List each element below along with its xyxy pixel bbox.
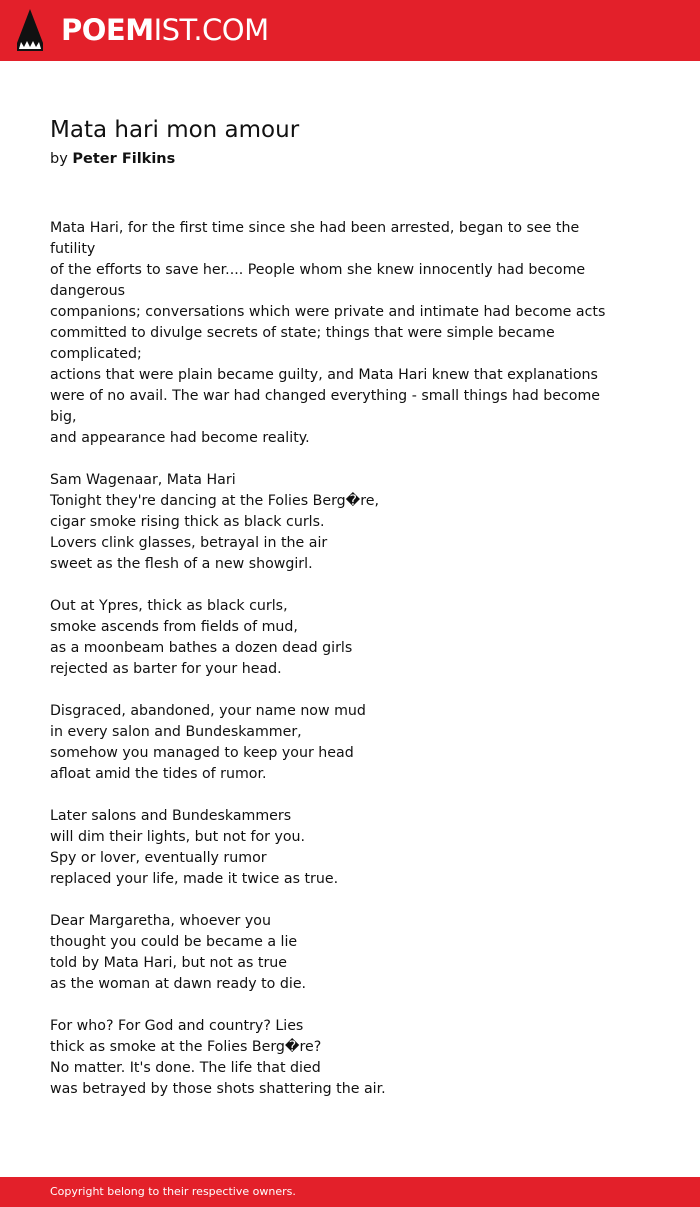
logo-bold-text: POEM — [61, 13, 154, 47]
pen-nib-icon — [17, 9, 43, 51]
poem-line: complicated; — [50, 346, 142, 362]
poem-line: For who? For God and country? Lies — [50, 1018, 304, 1034]
poem-stanza — [50, 218, 606, 449]
logo-light-text: IST.COM — [153, 13, 269, 47]
poem-line: and appearance had become reality. — [50, 430, 310, 446]
poem-author: Peter Filkins — [72, 151, 176, 167]
poem-line: Sam Wagenaar, Mata Hari — [50, 472, 236, 488]
poem-line: Spy or lover, eventually rumor — [50, 850, 267, 866]
poem-line: as the woman at dawn ready to die. — [50, 976, 307, 992]
poem-stanza — [50, 470, 595, 575]
poem-stanza — [50, 596, 595, 680]
by-label: by — [50, 151, 68, 167]
poem-line: smoke ascends from fields of mud, — [50, 619, 298, 635]
poem-stanza — [50, 911, 595, 995]
poem-line: was betrayed by those shots shattering the air. — [50, 1081, 386, 1097]
poem-line: Tonight they're dancing at the Folies Berg�re, — [50, 493, 379, 509]
poem-line: afloat amid the tides of rumor. — [50, 766, 267, 782]
poem-stanza — [50, 806, 595, 890]
poem-line: will dim their lights, but not for you. — [50, 829, 306, 845]
poem-line: were of no avail. The war had changed everything - small things had become — [50, 388, 600, 404]
poem-title: Mata hari mon amour — [50, 117, 300, 143]
poem-line: committed to divulge secrets of state; things that were simple became — [50, 325, 555, 341]
poem-line: Later salons and Bundeskammers — [50, 808, 292, 824]
poem-line: of the efforts to save her.... People whom she knew innocently had become — [50, 262, 586, 278]
poem-line: futility — [50, 241, 96, 257]
poem-line: companions; conversations which were private and intimate had become acts — [50, 304, 606, 320]
poem-line: thought you could be became a lie — [50, 934, 298, 950]
poem-line: Lovers clink glasses, betrayal in the air — [50, 535, 328, 551]
poem-line: Dear Margaretha, whoever you — [50, 913, 271, 929]
poem-line: replaced your life, made it twice as true. — [50, 871, 339, 887]
poem-line: actions that were plain became guilty, and Mata Hari knew that explanations — [50, 367, 598, 383]
poem-line: as a moonbeam bathes a dozen dead girls — [50, 640, 353, 656]
poem-line: Out at Ypres, thick as black curls, — [50, 598, 288, 614]
copyright-notice: Copyright belong to their respective owners. — [50, 1185, 296, 1198]
poem-line: dangerous — [50, 283, 126, 299]
site-footer — [0, 1177, 700, 1207]
poem-line: in every salon and Bundeskammer, — [50, 724, 302, 740]
site-logo-text — [61, 9, 269, 51]
poem-line: sweet as the flesh of a new showgirl. — [50, 556, 313, 572]
poem-line: cigar smoke rising thick as black curls. — [50, 514, 325, 530]
poem-line: No matter. It's done. The life that died — [50, 1060, 321, 1076]
poem-line: told by Mata Hari, but not as true — [50, 955, 287, 971]
poem-line: thick as smoke at the Folies Berg�re? — [50, 1039, 322, 1055]
poem-stanza — [50, 701, 595, 785]
site-logo[interactable] — [17, 9, 269, 51]
site-header — [0, 0, 700, 61]
poem-line: Mata Hari, for the first time since she had been arrested, began to see the — [50, 220, 580, 236]
poem-stanza — [50, 1016, 595, 1100]
poem-byline — [50, 148, 175, 170]
poem-line: big, — [50, 409, 77, 425]
poem-line: somehow you managed to keep your head — [50, 745, 354, 761]
poem-line: Disgraced, abandoned, your name now mud — [50, 703, 366, 719]
poem-line: rejected as barter for your head. — [50, 661, 282, 677]
poem-body — [50, 218, 606, 1121]
